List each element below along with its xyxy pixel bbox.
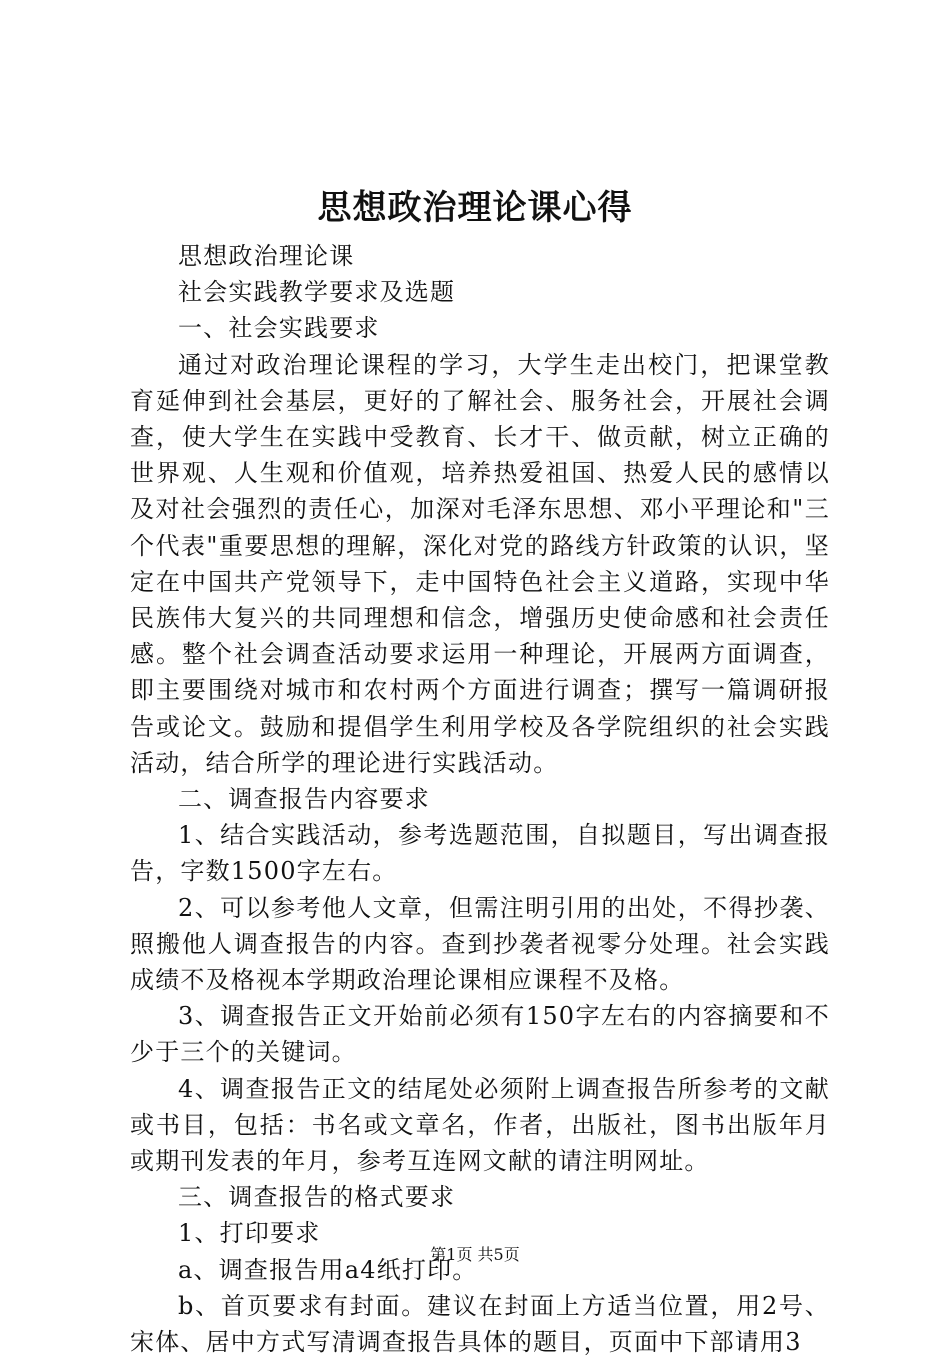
document-title: 思想政治理论课心得 xyxy=(317,188,633,228)
paragraph-course-name: 思想政治理论课 xyxy=(178,242,355,270)
section-heading-3: 三、调查报告的格式要求 xyxy=(178,1183,456,1212)
list-item-content-2: 2、可以参考他人文章，但需注明引用的出处，不得抄袭、照搬他人调查报告的内容。查到抄袭者视零分处理。社会实践成绩不及格视本学期政治理论课相应课程不及格。 xyxy=(130,893,830,995)
section-heading-2: 二、调查报告内容要求 xyxy=(178,785,430,814)
list-item-format-b: b、首页要求有封面。建议在封面上方适当位置，用2号、宋体、居中方式写清调查报告具体的题目，页面中下部请用3 xyxy=(130,1291,830,1357)
list-item-format-a: a、调查报告用a4纸打印。 xyxy=(178,1255,478,1284)
document-body xyxy=(130,238,830,1360)
list-item-content-3: 3、调查报告正文开始前必须有150字左右的内容摘要和不少于三个的关键词。 xyxy=(130,1002,830,1067)
page-footer: 第1页 共5页 xyxy=(430,1245,520,1264)
list-item-format-1: 1、打印要求 xyxy=(178,1219,321,1248)
section-heading-1: 一、社会实践要求 xyxy=(178,314,380,343)
list-item-content-1: 1、结合实践活动，参考选题范围，自拟题目，写出调查报告，字数1500字左右。 xyxy=(130,821,830,886)
paragraph-practice-requirements: 通过对政治理论课程的学习，大学生走出校门，把课堂教育延伸到社会基层，更好的了解社会、服务社会，开展社会调查，使大学生在实践中受教育、长才干、做贡献，树立正确的世界观、人生观和价值观，培养热爱祖国、热爱人民的感情以及对社会强烈的责任心，加深对毛泽东思想、邓小平理论和"三个代表"重要思想的理解，深化对党的路线方针政策的认识，坚定在中国共产党领导下，走中国特色社会主义道路，实现中华民族伟大复兴的共同理想和信念，增强历史使命感和社会责任感。整个社会调查活动要求运用一种理论，开展两方面调查，即主要围绕对城市和农村两个方面进行调查；撰写一篇调研报告或论文。鼓励和提倡学生利用学校及各学院组织的社会实践活动，结合所学的理论进行实践活动。 xyxy=(130,350,830,777)
list-item-content-4: 4、调查报告正文的结尾处必须附上调查报告所参考的文献或书目，包括：书名或文章名，作者，出版社，图书出版年月或期刊发表的年月，参考互连网文献的请注明网址。 xyxy=(130,1074,830,1176)
paragraph-subtitle: 社会实践教学要求及选题 xyxy=(178,278,456,307)
